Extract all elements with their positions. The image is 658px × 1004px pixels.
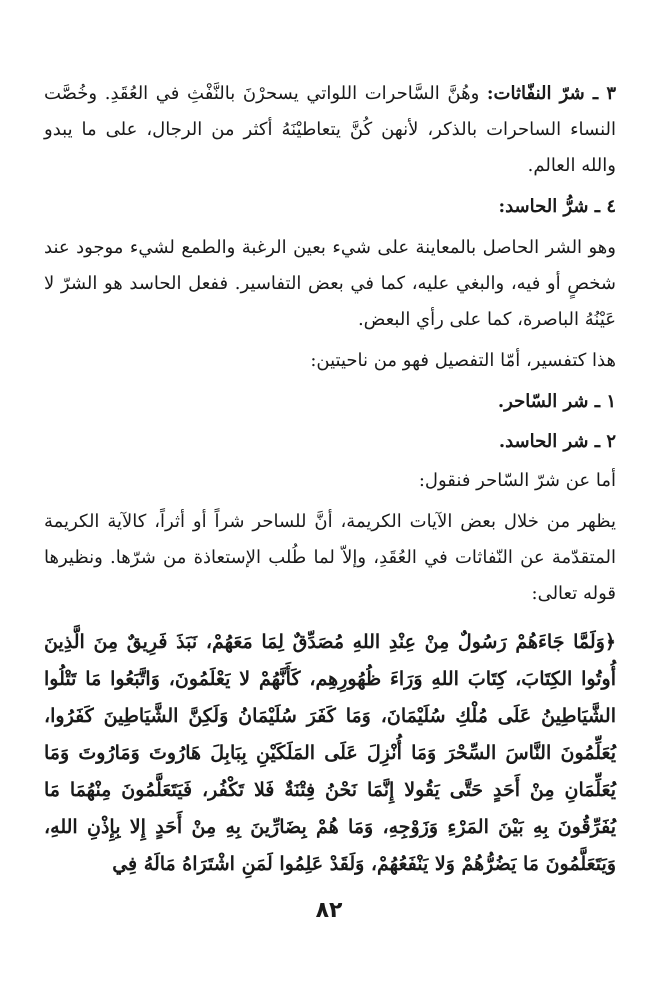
list-item-envier: ٢ ـ شر الحاسد. [498, 431, 616, 452]
section-4-text: وهو الشر الحاصل بالمعاينة على شيء بعين الرغبة والطمع لشيء موجود عند شخصٍ أو فيه، والبغي عليه، كما في بعض التفاسير. ففعل الحاسد هو الشرّ لا عَيْنُهُ الباصرة، كما على رأي البعض. [44, 237, 616, 330]
page-number: ٨٢ [315, 898, 343, 923]
sorcerer-text: يظهر من خلال بعض الآيات الكريمة، أنَّ للساحر شراً أو أثراً، كالآية الكريمة المتقدّمة عن النّفاثات في العُقَدِ، وإلاّ لما طُلب الإستعاذة من شرّها. ونظيرها قوله تعالى: [44, 511, 616, 604]
quran-verse: ﴿وَلَمَّا جَاءَهُمْ رَسُولٌ مِنْ عِنْدِ اللهِ مُصَدِّقٌ لِمَا مَعَهُمْ، نَبَذَ فَرِيقٌ مِنَ الَّذِينَ أُوتُوا الكِتَابَ، كِتَابَ اللهِ وَرَاءَ ظُهُورِهِم، كَأَنَّهُمْ لا يَعْلَمُونَ، وَاتَّبَعُوا مَا تَتْلُوا الشَّيَاطِينُ عَلَى مُلْكِ سُلَيْمَانَ، وَمَا كَفَرَ سُلَيْمَانُ وَلَكِنَّ الشَّيَاطِينَ كَفَرُوا، يُعَلِّمُونَ النَّاسَ السِّحْرَ وَمَا أُنْزِلَ عَلَى المَلَكَيْنِ بِبَابِلَ هَارُوتَ وَمَارُوتَ وَمَا يُعَلِّمَانِ مِنْ أَحَدٍ حَتَّى يَقُولا إِنَّمَا نَحْنُ فِتْنَةٌ فَلا تَكْفُر، فَيَتَعَلَّمُونَ مِنْهُمَا مَا يُفَرِّقُونَ بِهِ بَيْنَ المَرْءِ وَزَوْجِهِ، وَمَا هُمْ بِضَارِّينَ بِهِ مِنْ أَحَدٍ إِلا بِإِذْنِ اللهِ، وَيَتَعَلَّمُونَ مَا يَضُرُّهُمْ وَلا يَنْفَعُهُمْ، وَلَقَدْ عَلِمُوا لَمَنِ اشْتَرَاهُ مَالَهُ فِي [44, 631, 616, 875]
section-3-heading: ٣ ـ شرّ النفّاثات: [486, 83, 616, 104]
page-body [44, 76, 616, 883]
sorcerer-intro: أما عن شرّ السّاحر فنقول: [418, 470, 616, 491]
list-item-sorcerer: ١ ـ شر السّاحر. [497, 391, 616, 412]
section-4-heading: ٤ ـ شرُّ الحاسد: [498, 196, 616, 217]
intro-text: هذا كتفسير، أمّا التفصيل فهو من ناحيتين: [310, 350, 616, 371]
section-3-text: وهُنَّ السَّاحرات اللواتي يسحرْنَ بالنَّفْثِ في العُقَدِ. وخُصَّت النساء الساحرات بالذكر، لأنهن كُنَّ يتعاطيْنَهُ أكثر من الرجال، على ما يبدو والله العالم. [44, 83, 616, 176]
paragraph-section-3 [44, 76, 616, 184]
